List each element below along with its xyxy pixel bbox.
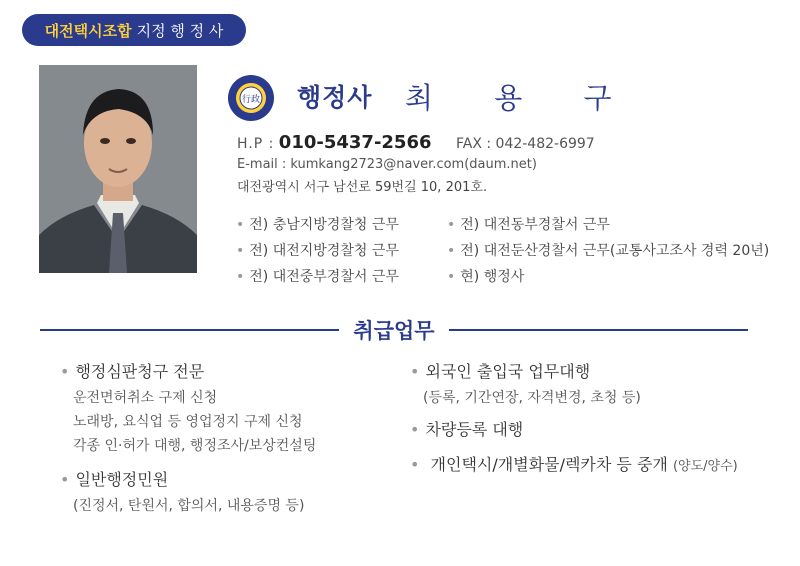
service-vehicle-registration xyxy=(410,416,523,444)
services-divider xyxy=(40,316,748,344)
person-name: 최 용 구 xyxy=(405,81,638,115)
service-detail: 운전면허취소 구제 신청 xyxy=(73,390,218,406)
divider-line-right xyxy=(449,329,748,331)
emblem-icon xyxy=(226,73,276,123)
profile-photo xyxy=(39,65,197,273)
address-row: 대전광역시 서구 남선로 59번길 10, 201호. xyxy=(237,180,488,195)
phone-row xyxy=(237,132,595,153)
service-detail: (진정서, 탄원서, 합의서, 내용증명 등) xyxy=(73,498,305,514)
career-item: • 전) 대전중부경찰서 근무 xyxy=(236,264,399,290)
divider-line-left xyxy=(40,329,339,331)
fax-label: FAX : xyxy=(455,136,492,152)
service-title: • 차량등록 대행 xyxy=(410,416,523,444)
service-note: (양도/양수) xyxy=(672,459,738,474)
career-item: • 전) 충남지방경찰청 근무 xyxy=(236,212,399,238)
badge-rest-text: 지정 행 정 사 xyxy=(136,21,224,40)
hp-number[interactable]: 010-5437-2566 xyxy=(278,132,432,153)
title-word: 행정사 xyxy=(297,83,373,112)
career-list-right xyxy=(447,212,769,290)
badge-highlight-text: 대전택시조합 xyxy=(44,21,132,40)
email-row[interactable]: E-mail : kumkang2723@naver.com(daum.net) xyxy=(237,157,537,172)
career-item: • 전) 대전동부경찰서 근무 xyxy=(447,212,769,238)
service-title: • 일반행정민원 xyxy=(60,466,304,494)
career-item: • 전) 대전둔산경찰서 근무(교통사고조사 경력 20년) xyxy=(447,238,769,264)
hp-label: H.P : xyxy=(237,136,275,152)
service-detail: (등록, 기간연장, 자격변경, 초청 등) xyxy=(423,390,641,406)
service-brokerage xyxy=(410,451,738,481)
service-title: 개인택시/개별화물/렉카차 등 중개 xyxy=(430,455,668,474)
career-item: • 현) 행정사 xyxy=(447,264,769,290)
fax-number: 042-482-6997 xyxy=(495,136,595,152)
designation-badge xyxy=(22,14,246,46)
service-immigration xyxy=(410,358,641,410)
service-title-row xyxy=(410,451,738,481)
service-detail: 노래방, 요식업 등 영업정지 구제 신청 xyxy=(73,414,303,430)
career-list-left xyxy=(236,212,399,290)
service-title: • 외국인 출입국 업무대행 xyxy=(410,358,641,386)
services-title: 취급업무 xyxy=(353,319,435,343)
service-admin-appeal xyxy=(60,358,316,458)
career-item: • 전) 대전지방경찰청 근무 xyxy=(236,238,399,264)
emblem-text: 行政 xyxy=(241,95,261,105)
service-title: • 행정심판청구 전문 xyxy=(60,358,316,386)
service-general-civil xyxy=(60,466,304,518)
service-detail: 각종 인·허가 대행, 행정조사/보상컨설팅 xyxy=(73,438,317,454)
